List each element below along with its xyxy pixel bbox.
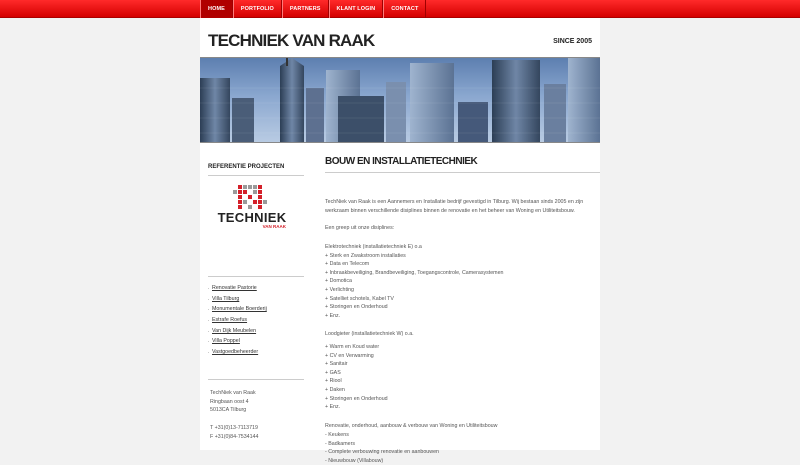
list-item: + Storingen en Onderhoud xyxy=(325,304,388,311)
list-item: + Warm en Koud water xyxy=(325,344,380,350)
main-nav xyxy=(200,0,426,18)
intro-line: TechNiek van Raak is een Aannemers en Installatie bedrijf gevestigd in Tilburg. Wij bestaan sinds 2005 en zijn xyxy=(325,199,584,205)
address-city: 5013CA Tilburg xyxy=(210,407,247,414)
list-item: - Nieuwbouw (Villabouw) xyxy=(325,457,384,464)
list-item: + Sanitair xyxy=(325,361,348,368)
nav-portfolio[interactable]: PORTFOLIO xyxy=(233,0,282,18)
logo-main-text: TECHNIEK xyxy=(217,210,287,225)
divider xyxy=(208,379,304,380)
list-item: + Daken xyxy=(325,386,345,393)
list-item: + Domotica xyxy=(325,278,352,285)
list-item: - Keukens xyxy=(325,432,349,438)
project-link[interactable]: Renovatie Pastorie xyxy=(212,285,257,291)
project-link[interactable]: Monumentale Boerderij xyxy=(212,306,267,313)
list-item: + Storingen en Onderhoud xyxy=(325,395,388,402)
project-link[interactable]: Villa Poppel xyxy=(212,338,240,345)
list-item: + Inbraakbeveiliging, Brandbeveiliging, Toegangscontrole, Camerasystemen xyxy=(325,269,504,276)
nav-contact[interactable]: CONTACT xyxy=(383,0,426,18)
project-link[interactable]: Van Dijk Meubelen xyxy=(212,327,257,334)
divider xyxy=(208,276,304,277)
spacer xyxy=(210,415,258,424)
list-item: + Verlichting xyxy=(325,287,355,294)
disciplines-intro: Een greep uit onze disiplines: xyxy=(325,225,395,231)
list-item: + GAS xyxy=(325,369,341,376)
skyline-illustration xyxy=(200,58,600,143)
nav-home[interactable]: HOME xyxy=(200,0,233,18)
address-name: TechNiek van Raak xyxy=(210,390,256,396)
address-phone: T +31(0)13-7113719 xyxy=(210,424,258,431)
divider xyxy=(325,172,600,173)
list-item: . Monumentale Boerderij xyxy=(208,306,267,313)
loodgieter-heading: Loodgieter (installatietechniek W) o.a. xyxy=(325,331,414,337)
list-item: . Vastgoedbeheerder xyxy=(208,349,259,356)
list-item: . Renovatie Pastorie xyxy=(208,285,257,291)
list-item: - Complete verbouwing renovatie en aanbouwen xyxy=(325,449,439,456)
bouw-heading: Renovatie, onderhoud, aanbouw & verbouw van Woning en Utiliteitsbouw xyxy=(325,423,498,429)
company-logo xyxy=(212,185,292,233)
address-fax: F +31(0)84-7534144 xyxy=(210,433,259,440)
list-item: . Van Dijk Meubelen xyxy=(208,327,257,334)
nav-klant-login[interactable]: KLANT LOGIN xyxy=(329,0,384,18)
project-list xyxy=(208,283,267,358)
elektro-heading: Elektrotechniek (installatietechniek E) o.a xyxy=(325,244,422,250)
site-title: TECHNIEK VAN RAAK xyxy=(208,31,375,50)
project-link[interactable]: Estrafe Roefus xyxy=(212,317,248,324)
list-item: . Villa Poppel xyxy=(208,338,240,345)
content-title: BOUW EN INSTALLATIETECHNIEK xyxy=(325,156,478,167)
list-item: + Satelliet schotels, Kabel TV xyxy=(325,295,394,302)
referentie-heading: REFERENTIE PROJECTEN xyxy=(208,164,285,170)
project-link[interactable]: Villa Tilburg xyxy=(212,295,240,302)
intro-line: werkzaam binnen verschillende disiplines binnen de renovatie en het beheer van Woning en Utiliteitsbouw. xyxy=(325,207,575,214)
divider xyxy=(208,175,304,176)
since-label: SINCE 2005 xyxy=(553,38,592,45)
loodgieter-list xyxy=(325,343,388,412)
address-street: Ringbaan oost 4 xyxy=(210,398,249,405)
list-item: + Sterk en Zwakstroom installaties xyxy=(325,252,406,259)
skyline-banner-image xyxy=(200,57,600,143)
page-container xyxy=(200,18,600,464)
address-block xyxy=(210,389,258,441)
list-item: + Data en Telecom xyxy=(325,261,370,268)
list-item: + CV en Verwarming xyxy=(325,352,374,359)
project-link[interactable]: Vastgoedbeheerder xyxy=(212,349,259,356)
nav-partners[interactable]: PARTNERS xyxy=(282,0,329,18)
list-item: - Badkamers xyxy=(325,440,356,447)
list-item: + Riool xyxy=(325,378,342,385)
list-item: + Enz. xyxy=(325,404,341,411)
logo-sub-text: VAN RAAK xyxy=(262,224,286,229)
elektro-list xyxy=(325,252,504,321)
top-navbar xyxy=(0,0,800,18)
list-item: . Villa Tilburg xyxy=(208,295,240,302)
list-item: + Enz. xyxy=(325,312,341,319)
bouw-list xyxy=(325,431,439,465)
list-item: . Estrafe Roefus xyxy=(208,317,248,324)
